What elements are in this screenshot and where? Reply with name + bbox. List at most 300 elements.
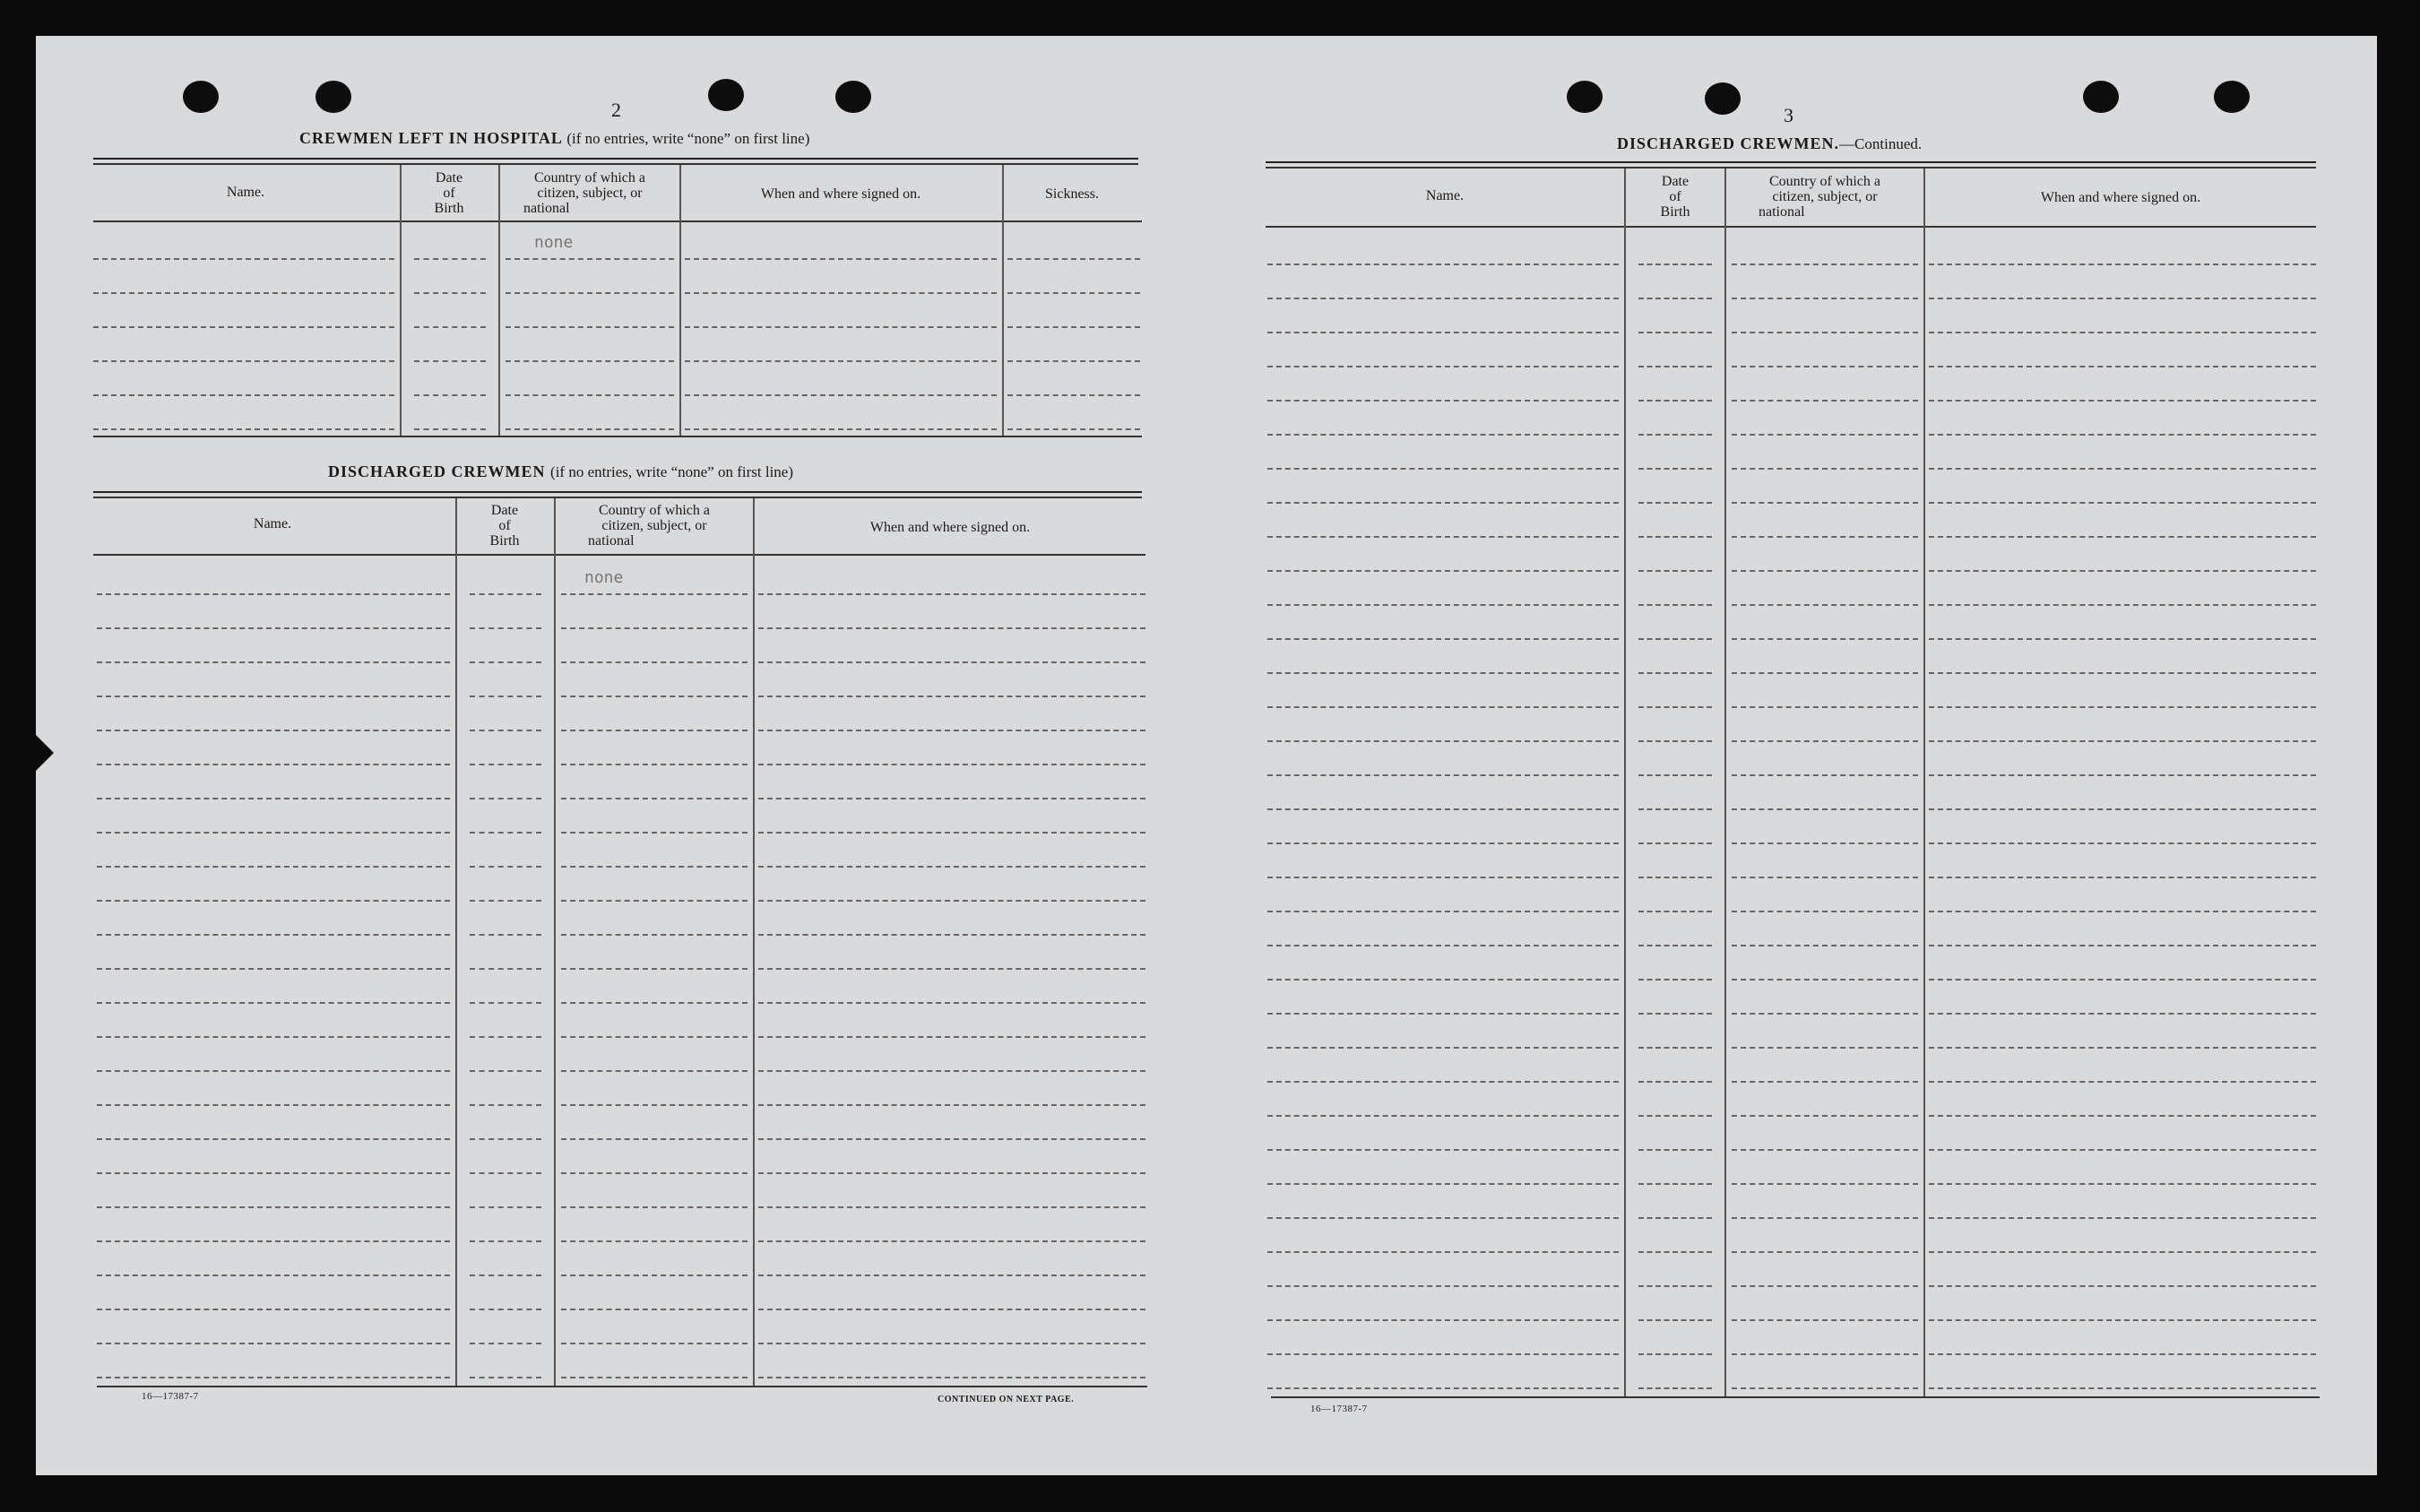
entry-line [1929,570,2316,572]
entry-line [470,764,541,765]
column-header-country [500,170,679,216]
entry-line [1638,706,1712,708]
entry-line [470,1138,541,1140]
entry-line [1267,1353,1619,1355]
entry-line [758,798,1145,799]
entry-line [758,1104,1145,1106]
entry-line [758,627,1145,629]
entry-line [93,394,394,396]
entry-line [1732,400,1918,402]
header-line: of [1669,189,1681,204]
entry-line [1267,740,1619,742]
entry-line [97,934,450,936]
hospital-first-line-entry: none [534,233,574,252]
entry-line [1929,468,2316,470]
hospital-title-text: CREWMEN LEFT IN HOSPITAL [299,129,562,147]
entry-line [470,1343,541,1344]
entry-line [470,1036,541,1038]
column-divider [554,498,556,1386]
entry-line [561,798,748,799]
entry-line [97,1036,450,1038]
entry-line [1267,570,1619,572]
entry-line [97,696,450,697]
entry-line [561,968,748,970]
entry-line [1267,911,1619,912]
entry-line [1732,1081,1918,1083]
entry-line [1732,638,1918,640]
entry-line [506,428,674,430]
entry-line [1929,740,2316,742]
column-header-name: Name. [1425,188,1465,203]
entry-line [1638,570,1712,572]
document-sheet [36,36,2377,1475]
entry-line [1929,877,2316,878]
header-line: of [498,518,511,533]
entry-line [1638,1387,1712,1389]
page-number: 3 [1784,104,1793,126]
entry-line [758,730,1145,731]
entry-line [1638,264,1712,265]
entry-line [97,1070,450,1072]
entry-line [470,934,541,936]
discharged-title-note: (if no entries, write “none” on first line) [550,463,793,480]
entry-line [93,258,394,260]
header-line: Country of which a [599,503,710,518]
punch-hole [835,81,871,113]
header-line: Date [1661,174,1690,189]
entry-line [1929,332,2316,333]
entry-line [758,1070,1145,1072]
entry-line [97,1104,450,1106]
entry-line [1267,1115,1619,1117]
entry-line [506,292,674,294]
entry-line [470,1377,541,1378]
entry-line [470,798,541,799]
entry-line [758,1309,1145,1310]
entry-line [470,1274,541,1276]
entry-line [1638,877,1712,878]
entry-line [1267,672,1619,674]
entry-line [1732,1047,1918,1049]
entry-line [1638,1285,1712,1287]
entry-line [1929,842,2316,844]
entry-line [93,326,394,328]
entry-line [1929,1353,2316,1355]
entry-line [470,832,541,834]
entry-line [1007,258,1140,260]
header-line: Birth [489,533,520,549]
entry-line [561,832,748,834]
entry-line [1267,1183,1619,1185]
entry-line [685,326,997,328]
entry-line [1007,292,1140,294]
entry-line [97,1274,450,1276]
entry-line [414,292,486,294]
entry-line [1638,1149,1712,1151]
column-divider [455,498,457,1386]
header-line: citizen, subject, or [1772,189,1878,204]
header-rule [93,158,1138,160]
entry-line [470,1104,541,1106]
discharged-title-text: DISCHARGED CREWMEN [328,462,546,480]
entry-line [470,593,541,595]
entry-line [1638,1183,1712,1185]
entry-line [97,1343,450,1344]
page-number: 2 [611,99,621,121]
entry-line [97,1309,450,1310]
entry-line [1638,740,1712,742]
column-divider [1002,165,1004,436]
hospital-section-title [299,129,809,148]
continued-title-text: DISCHARGED CREWMEN. [1617,134,1840,152]
entry-line [1732,774,1918,776]
entry-line [97,798,450,799]
entry-line [1007,326,1140,328]
column-header-country [556,503,753,549]
entry-line [1929,638,2316,640]
entry-line [1267,536,1619,538]
entry-line [506,326,674,328]
entry-line [470,900,541,902]
entry-line [1638,366,1712,367]
entry-line [561,661,748,663]
entry-line [1638,1251,1712,1253]
entry-line [93,292,394,294]
entry-line [1267,1319,1619,1321]
entry-line [506,258,674,260]
entry-line [1732,366,1918,367]
entry-line [1732,979,1918,981]
entry-line [758,661,1145,663]
entry-line [1732,604,1918,606]
column-divider [679,165,681,436]
punch-hole [315,81,351,113]
entry-line [561,1377,748,1378]
entry-line [1732,740,1918,742]
column-header-name: Name. [253,516,292,531]
entry-line [685,292,997,294]
continued-section-title [1617,134,1922,153]
entry-line [1732,332,1918,333]
entry-line [1638,536,1712,538]
entry-line [1267,332,1619,333]
entry-line [1732,1149,1918,1151]
entry-line [1929,672,2316,674]
entry-line [1638,638,1712,640]
entry-line [1267,979,1619,981]
entry-line [1929,1285,2316,1287]
entry-line [1929,774,2316,776]
entry-line [561,1343,748,1344]
hospital-title-note: (if no entries, write “none” on first line) [566,130,810,147]
entry-line [1929,1319,2316,1321]
entry-line [561,1309,748,1310]
entry-line [1929,1149,2316,1151]
entry-line [1732,502,1918,504]
header-rule [1266,161,2316,163]
entry-line [561,696,748,697]
column-divider [498,165,500,436]
entry-line [1638,298,1712,299]
entry-line [97,593,450,595]
entry-line [97,764,450,765]
entry-line [1638,945,1712,946]
entry-line [97,1206,450,1208]
entry-line [1732,264,1918,265]
entry-line [685,258,997,260]
entry-line [1267,842,1619,844]
entry-line [1638,1217,1712,1219]
column-header-date-of-birth [400,170,498,216]
entry-line [1638,434,1712,436]
column-divider [753,498,755,1386]
entry-line [1267,638,1619,640]
entry-line [758,1172,1145,1174]
entry-line [1007,428,1140,430]
entry-line [1929,434,2316,436]
entry-line [685,360,997,362]
entry-line [1267,774,1619,776]
entry-line [470,627,541,629]
entry-line [561,1002,748,1004]
entry-line [1267,1387,1619,1389]
entry-line [93,360,394,362]
punch-hole [183,81,219,113]
entry-line [1929,604,2316,606]
entry-line [97,1377,450,1378]
entry-line [685,394,997,396]
entry-line [1732,1387,1918,1389]
entry-line [1732,434,1918,436]
form-number: 16—17387-7 [1310,1404,1368,1414]
entry-line [561,1172,748,1174]
entry-line [1929,1047,2316,1049]
entry-line [1638,911,1712,912]
entry-line [1638,332,1712,333]
entry-line [470,1172,541,1174]
entry-line [1732,945,1918,946]
entry-line [561,1036,748,1038]
column-header-sickness: Sickness. [1045,186,1099,202]
punch-hole [1567,81,1603,113]
entry-line [1638,1047,1712,1049]
form-number: 16—17387-7 [142,1391,199,1402]
column-header-signed-on: When and where signed on. [760,186,921,202]
entry-line [1929,706,2316,708]
header-line: Birth [1660,204,1690,220]
entry-line [470,1309,541,1310]
column-divider [1923,168,1925,1396]
entry-line [561,1104,748,1106]
entry-line [561,934,748,936]
entry-line [506,360,674,362]
entry-line [506,394,674,396]
entry-line [1638,808,1712,810]
punch-hole [1705,82,1741,115]
header-line: Date [490,503,519,518]
entry-line [1267,808,1619,810]
entry-line [1929,1115,2316,1117]
header-line: Birth [434,201,464,216]
entry-line [758,1206,1145,1208]
entry-line [414,258,486,260]
header-line: national [588,533,635,549]
header-rule [93,491,1142,493]
entry-line [758,866,1145,868]
entry-line [758,1343,1145,1344]
entry-line [1732,1115,1918,1117]
entry-line [1267,1149,1619,1151]
entry-line [758,593,1145,595]
entry-line [1638,604,1712,606]
entry-line [1638,468,1712,470]
column-header-signed-on: When and where signed on. [2040,190,2201,205]
entry-line [758,1138,1145,1140]
entry-line [1267,264,1619,265]
entry-line [1929,945,2316,946]
entry-line [1267,400,1619,402]
entry-line [414,394,486,396]
entry-line [758,1002,1145,1004]
header-line: citizen, subject, or [537,186,643,201]
entry-line [1638,400,1712,402]
entry-line [1929,1013,2316,1015]
entry-line [470,1206,541,1208]
entry-line [561,593,748,595]
entry-line [470,661,541,663]
continued-note: CONTINUED ON NEXT PAGE. [938,1395,1075,1404]
entry-line [97,968,450,970]
entry-line [414,428,486,430]
entry-line [1732,1285,1918,1287]
entry-line [97,832,450,834]
entry-line [1732,570,1918,572]
punch-hole [2214,81,2250,113]
entry-line [1638,1353,1712,1355]
entry-line [1267,434,1619,436]
entry-line [1732,808,1918,810]
header-line: of [443,186,455,201]
entry-line [1267,877,1619,878]
entry-line [470,1240,541,1242]
entry-line [1732,298,1918,299]
entry-line [561,1206,748,1208]
column-header-underline [93,220,1142,222]
header-rule [93,497,1142,498]
punch-hole [708,79,744,111]
entry-line [561,1274,748,1276]
entry-line [1267,604,1619,606]
entry-line [1732,468,1918,470]
entry-line [414,326,486,328]
entry-line [1732,1183,1918,1185]
header-line: national [1759,204,1805,220]
entry-line [561,627,748,629]
entry-line [1732,842,1918,844]
entry-line [758,764,1145,765]
header-line: Country of which a [1769,174,1880,189]
entry-line [97,627,450,629]
entry-line [1929,1217,2316,1219]
entry-line [97,1240,450,1242]
entry-line [1732,1319,1918,1321]
entry-line [1267,706,1619,708]
entry-line [1732,706,1918,708]
entry-line [1267,502,1619,504]
entry-line [1732,877,1918,878]
column-header-date-of-birth [455,503,554,549]
entry-line [1929,298,2316,299]
entry-line [1929,502,2316,504]
entry-line [1267,366,1619,367]
entry-line [1638,502,1712,504]
entry-line [470,1070,541,1072]
column-header-underline [93,554,1145,556]
entry-line [97,866,450,868]
entry-line [758,900,1145,902]
entry-line [561,1240,748,1242]
column-divider [1724,168,1726,1396]
header-line: Country of which a [534,170,645,186]
entry-line [758,1274,1145,1276]
entry-line [561,900,748,902]
entry-line [97,730,450,731]
entry-line [93,428,394,430]
continued-title-suffix: —Continued. [1839,135,1923,152]
entry-line [97,900,450,902]
column-divider [1624,168,1626,1396]
header-rule [1266,167,2316,168]
punch-hole [2083,81,2119,113]
entry-line [758,696,1145,697]
entry-line [1929,1081,2316,1083]
entry-line [1732,1217,1918,1219]
entry-line [1638,1319,1712,1321]
sheet-notch [34,733,54,773]
section-bottom-rule [1271,1396,2320,1398]
entry-line [1732,672,1918,674]
entry-line [1267,1047,1619,1049]
entry-line [1732,1251,1918,1253]
entry-line [758,968,1145,970]
entry-line [1929,979,2316,981]
section-bottom-rule [93,436,1142,437]
entry-line [561,866,748,868]
header-rule [93,163,1138,165]
column-header-name: Name. [226,185,265,200]
entry-line [1638,1013,1712,1015]
column-header-date-of-birth [1626,174,1724,220]
entry-line [1267,468,1619,470]
entry-line [1732,911,1918,912]
entry-line [1929,400,2316,402]
entry-line [1929,1387,2316,1389]
entry-line [758,1240,1145,1242]
entry-line [1732,1353,1918,1355]
entry-line [1929,536,2316,538]
entry-line [1638,1081,1712,1083]
header-line: Date [435,170,463,186]
header-line: citizen, subject, or [601,518,707,533]
header-line: national [523,201,570,216]
entry-line [561,764,748,765]
entry-line [470,730,541,731]
entry-line [414,360,486,362]
entry-line [470,968,541,970]
column-divider [400,165,402,436]
column-header-country [1726,174,1923,220]
entry-line [758,832,1145,834]
